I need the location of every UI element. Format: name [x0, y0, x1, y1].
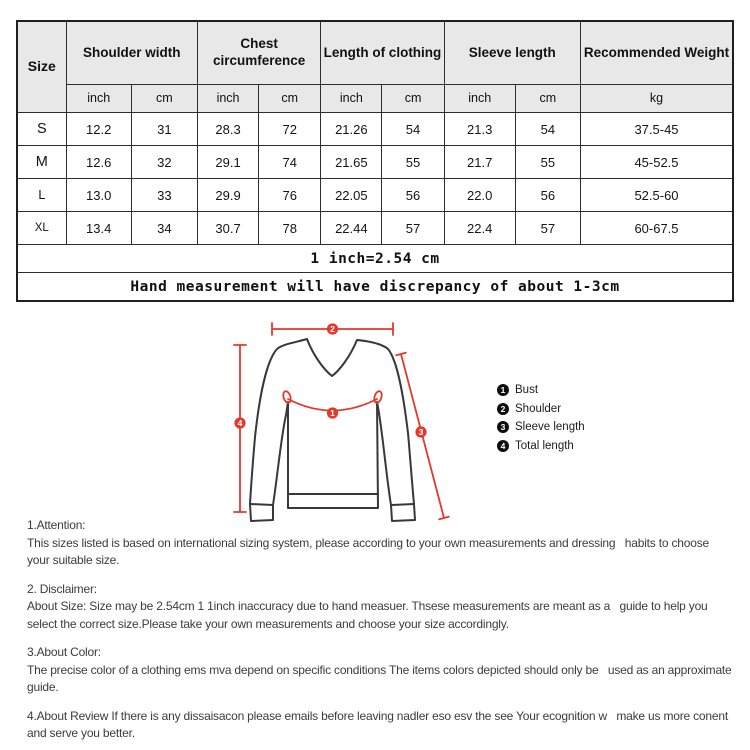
- measure-legend: [497, 381, 585, 455]
- value-cell: 55: [515, 146, 580, 179]
- value-cell: 78: [259, 212, 321, 245]
- note-section-attention: [27, 517, 734, 570]
- legend-item-shoulder: [497, 400, 585, 419]
- table-note-row: [17, 273, 733, 302]
- value-cell: 74: [259, 146, 321, 179]
- value-cell: 22.44: [321, 212, 382, 245]
- table-row: [17, 212, 733, 245]
- value-cell: 56: [515, 179, 580, 212]
- value-cell: 54: [382, 113, 444, 146]
- unit-header: inch: [197, 85, 258, 113]
- armpit-loop-left: [282, 390, 292, 404]
- inch-conversion-note: 1 inch=2.54 cm: [17, 245, 733, 273]
- value-cell: 45-52.5: [580, 146, 733, 179]
- value-cell: 31: [131, 113, 197, 146]
- value-cell: 22.0: [444, 179, 515, 212]
- note-section-about-color: [27, 644, 734, 697]
- value-cell: 21.3: [444, 113, 515, 146]
- unit-header: inch: [66, 85, 131, 113]
- table-row: [17, 146, 733, 179]
- value-cell: 30.7: [197, 212, 258, 245]
- unit-header: cm: [515, 85, 580, 113]
- column-header-sleeve-length: Sleeve length: [444, 21, 580, 85]
- value-cell: 13.0: [66, 179, 131, 212]
- value-cell: 60-67.5: [580, 212, 733, 245]
- legend-item-sleeve-length: [497, 418, 585, 437]
- unit-header: inch: [444, 85, 515, 113]
- unit-header: inch: [321, 85, 382, 113]
- column-header-chest-circumference: Chest circumference: [197, 21, 320, 85]
- size-rows: [17, 113, 733, 245]
- value-cell: 32: [131, 146, 197, 179]
- value-cell: 28.3: [197, 113, 258, 146]
- legend-bullet: 1: [497, 384, 509, 396]
- value-cell: 57: [515, 212, 580, 245]
- value-cell: 57: [382, 212, 444, 245]
- marker-shoulder-number: 2: [330, 324, 335, 334]
- note-title: 3.About Color:: [27, 645, 101, 659]
- unit-header: cm: [382, 85, 444, 113]
- value-cell: 29.1: [197, 146, 258, 179]
- value-cell: 37.5-45: [580, 113, 733, 146]
- value-cell: 21.7: [444, 146, 515, 179]
- unit-header: cm: [131, 85, 197, 113]
- measure-lines: [234, 323, 449, 519]
- legend-item-bust: [497, 381, 585, 400]
- legend-item-total-length: [497, 437, 585, 456]
- column-header-size: Size: [17, 21, 66, 113]
- value-cell: 22.4: [444, 212, 515, 245]
- armpit-loop-right: [373, 390, 383, 404]
- legend-bullet: 2: [497, 403, 509, 415]
- column-header-recommended-weight: Recommended Weight: [580, 21, 733, 85]
- note-body: The precise color of a clothing ems mva depend on specific conditions The items colors depicted should only be used as an approximate guide.: [27, 662, 735, 694]
- marker-sleeve-number: 3: [418, 427, 424, 437]
- column-header-length-of-clothing: Length of clothing: [321, 21, 444, 85]
- value-cell: 52.5-60: [580, 179, 733, 212]
- value-cell: 29.9: [197, 179, 258, 212]
- value-cell: 21.65: [321, 146, 382, 179]
- note-title: 2. Disclaimer:: [27, 581, 97, 596]
- value-cell: 22.05: [321, 179, 382, 212]
- size-cell: L: [17, 179, 66, 212]
- value-cell: 34: [131, 212, 197, 245]
- note-section-disclaimer: [27, 581, 734, 634]
- marker-bust-number: 1: [330, 408, 335, 418]
- table-note-row: [17, 245, 733, 273]
- note-section-about-review: [27, 708, 734, 743]
- value-cell: 13.4: [66, 212, 131, 245]
- value-cell: 21.26: [321, 113, 382, 146]
- value-cell: 56: [382, 179, 444, 212]
- legend-label: Sleeve length: [515, 421, 585, 434]
- value-cell: 12.2: [66, 113, 131, 146]
- size-cell: S: [17, 113, 66, 146]
- hand-measurement-note: Hand measurement will have discrepancy of about 1-3cm: [17, 273, 733, 302]
- sweater-outline: [250, 339, 415, 521]
- header-row-units: [17, 85, 733, 113]
- value-cell: 12.6: [66, 146, 131, 179]
- size-cell: M: [17, 146, 66, 179]
- header-row-groups: [17, 21, 733, 85]
- legend-bullet: 4: [497, 440, 509, 452]
- table-row: [17, 113, 733, 146]
- marker-total-length-number: 4: [237, 418, 243, 428]
- legend-label: Bust: [515, 384, 539, 397]
- note-body: About Size: Size may be 2.54cm 1 1inch inaccuracy due to hand measuer. Thsese measurements are meant as a guide to help you select the correct size.Please take your own measurements and choose your size accordingly.: [27, 599, 711, 631]
- table-row: [17, 179, 733, 212]
- legend-bullet: 3: [497, 421, 509, 433]
- legend-label: Total length: [515, 439, 574, 452]
- legend-label: Shoulder: [515, 402, 562, 415]
- note-body: 4.About Review If there is any dissaisacon please emails before leaving nadler eso esv the see Your ecognition w make us more conent and serve you better.: [27, 708, 732, 740]
- value-cell: 54: [515, 113, 580, 146]
- size-chart-table: [16, 20, 734, 302]
- value-cell: 33: [131, 179, 197, 212]
- unit-header: cm: [259, 85, 321, 113]
- value-cell: 76: [259, 179, 321, 212]
- value-cell: 72: [259, 113, 321, 146]
- unit-header: kg: [580, 85, 733, 113]
- value-cell: 55: [382, 146, 444, 179]
- size-cell: XL: [17, 212, 66, 245]
- column-header-shoulder-width: Shoulder width: [66, 21, 197, 85]
- notes: [27, 517, 734, 750]
- note-body: This sizes listed is based on international sizing system, please according to your own measurements and dressing habits to choose your suitable size.: [27, 535, 713, 567]
- note-title: 1.Attention:: [27, 518, 86, 532]
